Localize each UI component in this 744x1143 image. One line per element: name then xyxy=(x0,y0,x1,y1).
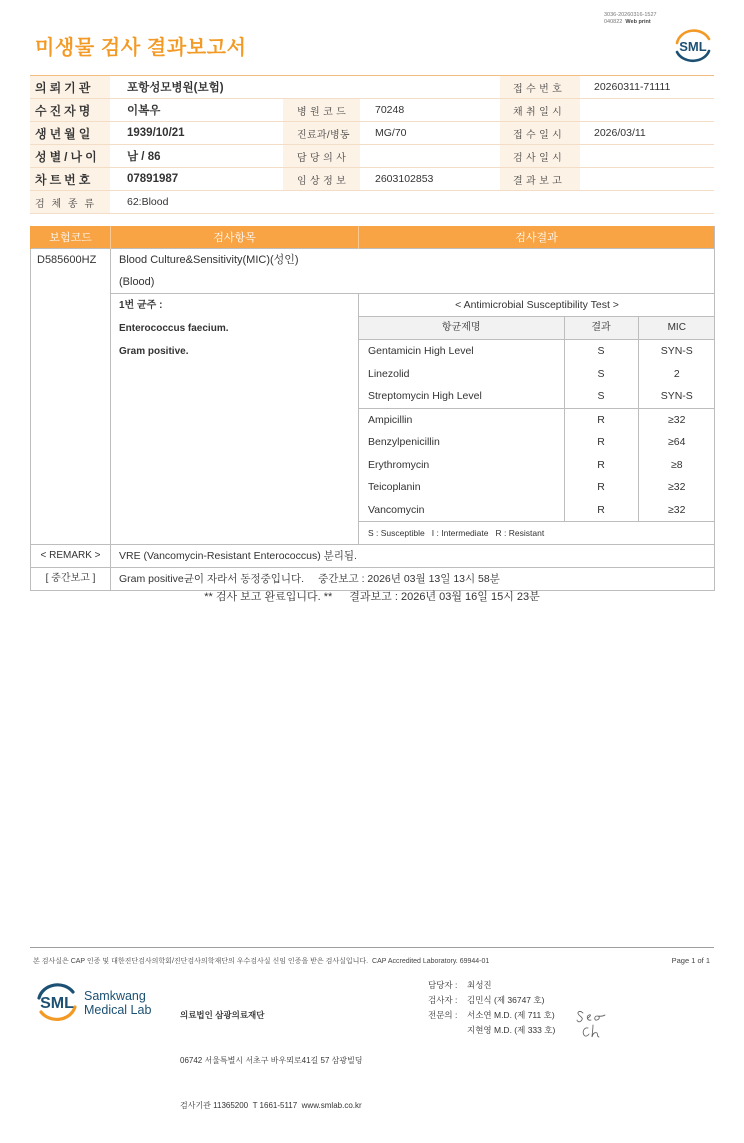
birth-date-label: 생년월일 xyxy=(30,122,110,145)
ast-cell xyxy=(359,294,715,545)
sex-age-value: 남 / 86 xyxy=(110,145,283,168)
brand-name-line2: Medical Lab xyxy=(84,1003,152,1017)
col-test-result: 검사결과 xyxy=(359,226,715,249)
remark-text: VRE (Vancomycin-Resistant Enterococcus) 분리됨. xyxy=(111,545,715,568)
document-number: 3036-20260316-1527 xyxy=(604,12,657,18)
isolate-cell xyxy=(111,294,359,545)
ast-col-result: 결과 xyxy=(564,317,638,340)
drug-mic: ≥64 xyxy=(638,431,715,454)
report-date-value xyxy=(580,168,714,191)
ast-row xyxy=(359,454,715,477)
test-specimen: (Blood) xyxy=(119,276,155,288)
info-row xyxy=(30,168,714,191)
collection-time-value xyxy=(580,99,714,122)
receipt-date-value: 2026/03/11 xyxy=(580,122,714,145)
drug-name: Vancomycin xyxy=(368,503,425,516)
organization-address: 06742 서울특별시 서초구 바우뫼로41길 57 삼광빌딩 xyxy=(180,1056,363,1065)
sml-logo-icon xyxy=(671,26,715,66)
drug-mic: ≥8 xyxy=(638,454,715,477)
staff-name: 김민식 (제 36747 호) xyxy=(467,995,545,1005)
ast-legend-row xyxy=(359,522,715,545)
institution-value: 포항성모병원(보험) xyxy=(110,76,500,99)
receipt-date-label: 접 수 일 시 xyxy=(500,122,580,145)
staff-name: 서소연 M.D. (제 711 호) xyxy=(467,1010,555,1020)
staff-row xyxy=(428,993,555,1008)
drug-result: R xyxy=(564,408,638,431)
print-label: Web print xyxy=(625,19,651,25)
results-table xyxy=(30,226,715,591)
collection-time-label: 채 취 일 시 xyxy=(500,99,580,122)
ast-row xyxy=(359,385,715,408)
drug-mic: ≥32 xyxy=(638,499,715,522)
samkwang-logo-icon xyxy=(33,979,81,1025)
ast-row xyxy=(359,340,715,363)
ast-title-row xyxy=(359,294,715,317)
staff-row xyxy=(428,1008,555,1023)
drug-result: S xyxy=(564,363,638,386)
test-name: Blood Culture&Sensitivity(MIC)(성인) xyxy=(119,254,299,266)
drug-name: Linezolid xyxy=(368,367,410,380)
drug-name: Ampicillin xyxy=(359,408,564,431)
staff-row xyxy=(428,1023,555,1038)
test-row xyxy=(31,249,715,294)
drug-mic: SYN-S xyxy=(638,340,715,363)
ast-row xyxy=(359,408,715,431)
patient-name-value: 이복우 xyxy=(110,99,283,122)
drug-result: R xyxy=(564,476,638,499)
test-date-label: 검 사 일 시 xyxy=(500,145,580,168)
hospital-code-label: 병 원 코 드 xyxy=(283,99,360,122)
drug-result: R xyxy=(564,431,638,454)
drug-mic: ≥32 xyxy=(638,408,715,431)
specimen-value: 62:Blood xyxy=(110,191,714,214)
department-value: MG/70 xyxy=(360,122,500,145)
remark-row xyxy=(31,545,715,568)
brand-name xyxy=(84,989,151,1017)
chart-no-value: 07891987 xyxy=(110,168,283,191)
info-row xyxy=(30,122,714,145)
document-id-block xyxy=(604,12,657,26)
info-row xyxy=(30,191,714,214)
institution-label: 의뢰기관 xyxy=(30,76,110,99)
clinical-info-label: 임 상 정 보 xyxy=(283,168,360,191)
ast-row xyxy=(359,363,715,386)
drug-mic: 2 xyxy=(638,363,715,386)
drug-name: Gentamicin High Level xyxy=(368,345,474,358)
info-row xyxy=(30,99,714,122)
organization-name: 의료법인 삼광의료재단 xyxy=(180,1010,265,1020)
logo-text: SML xyxy=(679,39,707,54)
physician-label: 담 당 의 사 xyxy=(283,145,360,168)
specimen-label: 검 체 종 류 xyxy=(30,191,110,214)
brand-name-line1: Samkwang xyxy=(84,989,146,1003)
clinical-info-value: 2603102853 xyxy=(360,168,500,191)
ast-title: < Antimicrobial Susceptibility Test > xyxy=(359,294,715,317)
drug-result: R xyxy=(564,499,638,522)
col-insurance-code: 보험코드 xyxy=(31,226,111,249)
patient-info-table xyxy=(30,75,714,214)
print-line xyxy=(604,19,657,26)
staff-row xyxy=(428,978,555,993)
isolate-label: 1번 균주 : xyxy=(119,300,163,311)
ast-row xyxy=(359,499,715,522)
staff-label: 전문의 : xyxy=(428,1010,458,1020)
ast-col-drug: 항균제명 xyxy=(359,317,564,340)
susceptibility-table xyxy=(359,294,715,544)
drug-name: Benzylpenicillin xyxy=(368,436,440,449)
staff-label: 검사자 : xyxy=(428,995,458,1005)
drug-name: Erythromycin xyxy=(368,458,430,471)
interim-report-label: [ 중간보고 ] xyxy=(31,568,111,591)
department-label: 진료과/병동 xyxy=(283,122,360,145)
interim-report-time: 중간보고 : 2026년 03월 13일 13시 58분 xyxy=(318,573,500,585)
isolate-gram: Gram positive. xyxy=(119,346,189,357)
interim-report-text: Gram positive균이 자라서 동정중입니다. xyxy=(119,573,305,585)
page-number: Page 1 of 1 xyxy=(671,956,710,965)
sex-age-label: 성별/나이 xyxy=(30,145,110,168)
receipt-no-value: 20260311-71111 xyxy=(580,76,714,99)
accreditation-note: 본 검사실은 CAP 인증 및 대한진단검사의학회/진단검사의학재단의 우수검사실 신임 인증을 받은 검사실입니다. CAP Accredited Laboratory. 69944-01 xyxy=(33,958,490,965)
ast-legend: S : Susceptible I : Intermediate R : Resistant xyxy=(359,522,715,545)
info-row xyxy=(30,76,714,99)
results-header-row xyxy=(31,226,715,249)
report-completion xyxy=(0,588,744,604)
hospital-code-value: 70248 xyxy=(360,99,500,122)
drug-name: Streptomycin High Level xyxy=(368,390,482,403)
receipt-no-label: 접 수 번 호 xyxy=(500,76,580,99)
col-test-item: 검사항목 xyxy=(111,226,359,249)
ast-row xyxy=(359,476,715,499)
brand-mark: SML xyxy=(40,995,74,1012)
organization-info xyxy=(180,978,363,1143)
birth-date-value: 1939/10/21 xyxy=(110,122,283,145)
drug-result: S xyxy=(564,385,638,408)
isolate-organism: Enterococcus faecium. xyxy=(119,323,229,334)
physician-value xyxy=(360,145,500,168)
report-title: 미생물 검사 결과보고서 xyxy=(35,37,247,59)
report-date-label: 결 과 보 고 xyxy=(500,168,580,191)
test-name-cell xyxy=(111,249,715,294)
drug-mic: ≥32 xyxy=(638,476,715,499)
ast-row xyxy=(359,431,715,454)
drug-result: R xyxy=(564,454,638,477)
organization-contact: 검사기관 11365200 T 1661-5117 www.smlab.co.kr xyxy=(180,1101,362,1110)
info-row xyxy=(30,145,714,168)
completion-text: ** 검사 보고 완료입니다. ** xyxy=(204,591,333,603)
chart-no-label: 차트번호 xyxy=(30,168,110,191)
isolate-row xyxy=(31,294,715,545)
staff-info xyxy=(428,978,555,1038)
test-date-value xyxy=(580,145,714,168)
print-code: 040822 xyxy=(604,19,623,25)
patient-name-label: 수진자명 xyxy=(30,99,110,122)
footer-divider xyxy=(30,947,714,948)
drug-mic: SYN-S xyxy=(638,385,715,408)
ast-col-mic: MIC xyxy=(638,317,715,340)
test-code: D585600HZ xyxy=(31,249,111,545)
drug-name: Teicoplanin xyxy=(368,481,421,494)
staff-name: 지현영 M.D. (제 333 호) xyxy=(467,1025,556,1035)
staff-label: 담당자 : xyxy=(428,980,458,990)
ast-header-row xyxy=(359,317,715,340)
remark-label: < REMARK > xyxy=(31,545,111,568)
signature xyxy=(574,1008,610,1042)
drug-result: S xyxy=(564,340,638,363)
staff-name: 최성진 xyxy=(467,980,492,990)
final-report-time: 결과보고 : 2026년 03월 16일 15시 23분 xyxy=(349,591,540,603)
